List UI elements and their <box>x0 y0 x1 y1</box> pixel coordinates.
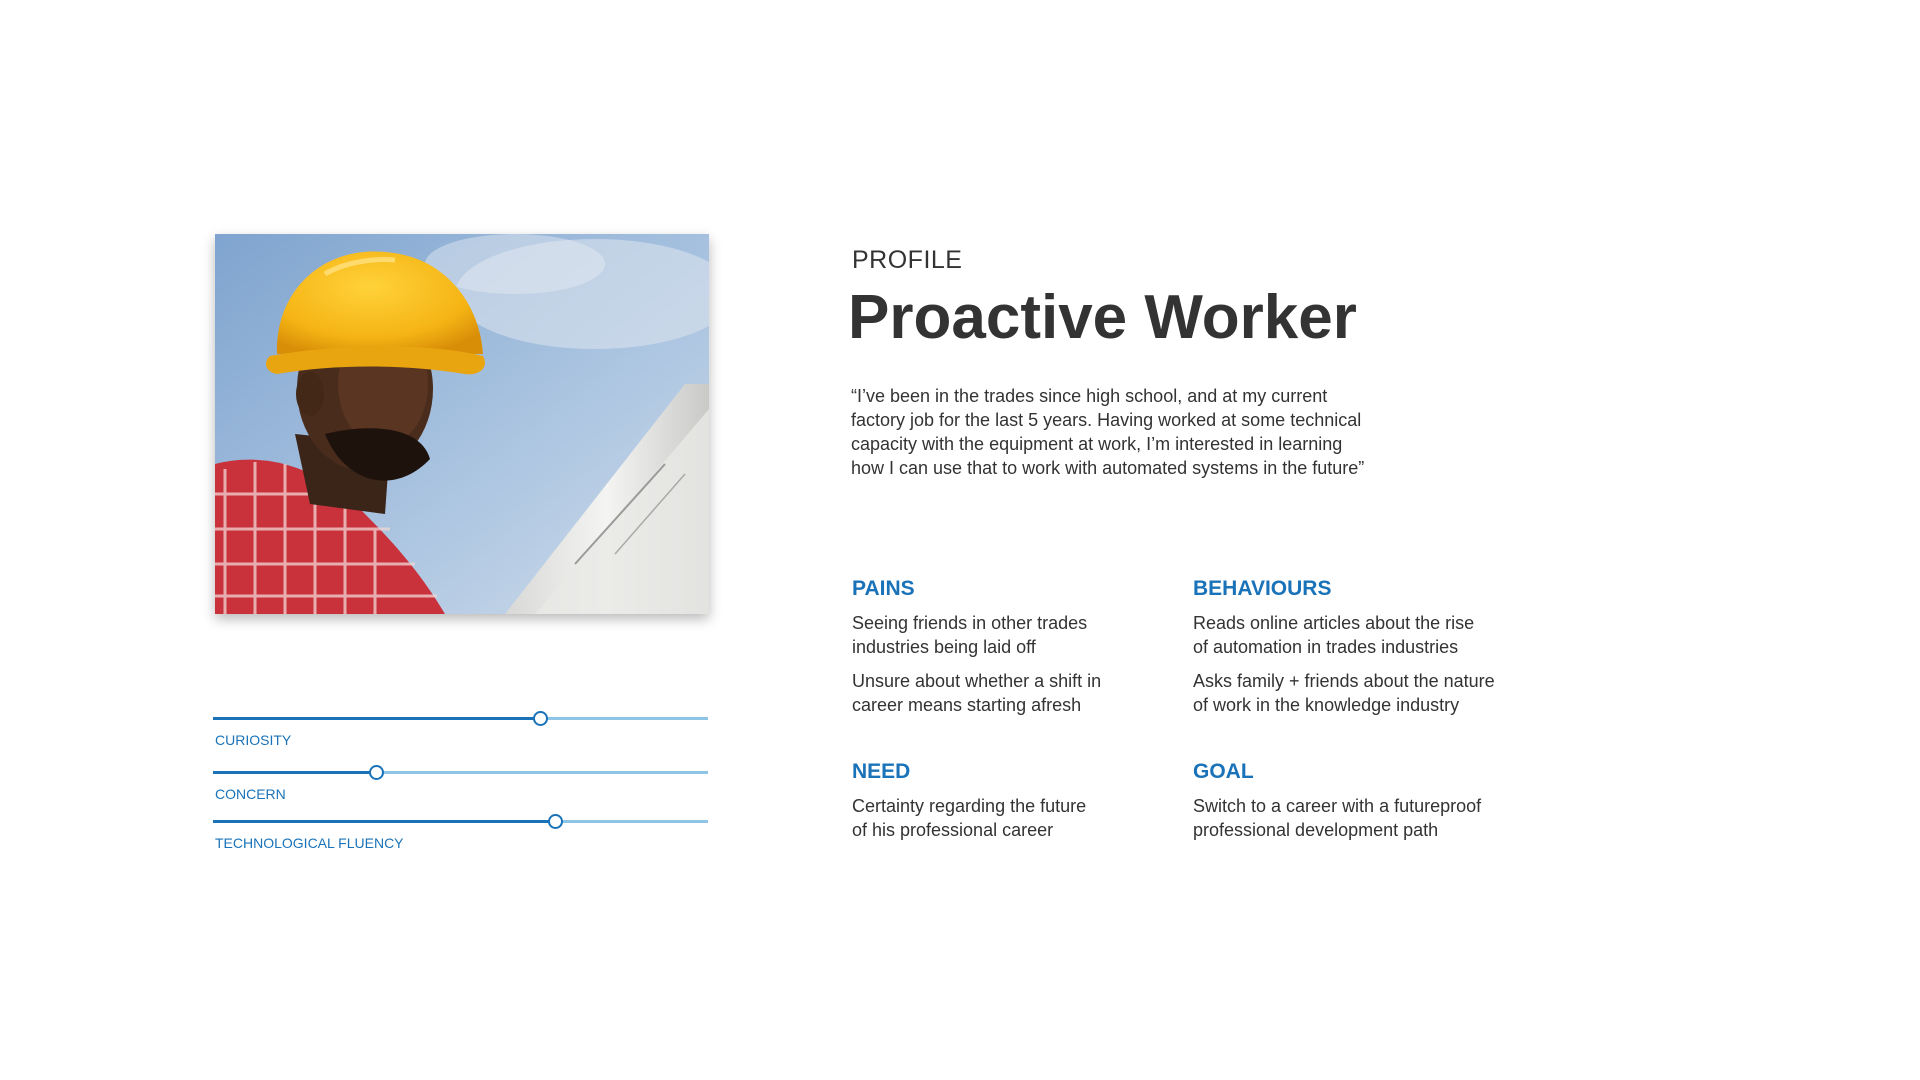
section-heading: GOAL <box>1193 760 1254 783</box>
slider-fill <box>213 717 540 720</box>
worker-portrait-image <box>215 234 709 614</box>
item-line: career means starting afresh <box>852 695 1082 715</box>
section-goal <box>1193 760 1533 852</box>
section-heading: BEHAVIOURS <box>1193 577 1332 600</box>
slider-handle[interactable] <box>533 711 548 726</box>
persona-photo <box>215 234 709 614</box>
persona-quote <box>851 384 1391 480</box>
section-behaviours <box>1193 577 1533 727</box>
item-line: Certainty regarding the future <box>852 796 1087 816</box>
slider-handle[interactable] <box>548 814 563 829</box>
section-item <box>852 669 1192 717</box>
item-line: of work in the knowledge industry <box>1193 695 1460 715</box>
slider-label: TECHNOLOGICAL FLUENCY <box>215 835 404 851</box>
section-item <box>1193 611 1533 659</box>
section-heading: PAINS <box>852 577 915 600</box>
profile-eyebrow: PROFILE <box>852 246 963 274</box>
item-line: of his professional career <box>852 820 1054 840</box>
item-line: of automation in trades industries <box>1193 637 1459 657</box>
item-line: industries being laid off <box>852 637 1036 657</box>
section-need <box>852 760 1192 852</box>
section-item <box>1193 669 1533 717</box>
quote-line: factory job for the last 5 years. Having worked at some technical <box>851 410 1362 430</box>
slider-fill <box>213 820 555 823</box>
slider-label: CONCERN <box>215 786 286 802</box>
slider-fill <box>213 771 376 774</box>
quote-line: capacity with the equipment at work, I’m interested in learning <box>851 434 1343 454</box>
section-item <box>852 611 1192 659</box>
item-line: Unsure about whether a shift in <box>852 671 1102 691</box>
section-heading: NEED <box>852 760 911 783</box>
quote-line: how I can use that to work with automated systems in the future” <box>851 458 1365 478</box>
item-line: professional development path <box>1193 820 1439 840</box>
quote-line: “I’ve been in the trades since high school, and at my current <box>851 386 1328 406</box>
item-line: Asks family + friends about the nature <box>1193 671 1495 691</box>
slider-handle[interactable] <box>369 765 384 780</box>
slider-label: CURIOSITY <box>215 732 292 748</box>
section-item <box>852 794 1192 842</box>
item-line: Reads online articles about the rise <box>1193 613 1475 633</box>
section-item <box>1193 794 1533 842</box>
item-line: Switch to a career with a futureproof <box>1193 796 1482 816</box>
page-title: Proactive Worker <box>848 283 1357 352</box>
section-pains <box>852 577 1192 727</box>
item-line: Seeing friends in other trades <box>852 613 1088 633</box>
